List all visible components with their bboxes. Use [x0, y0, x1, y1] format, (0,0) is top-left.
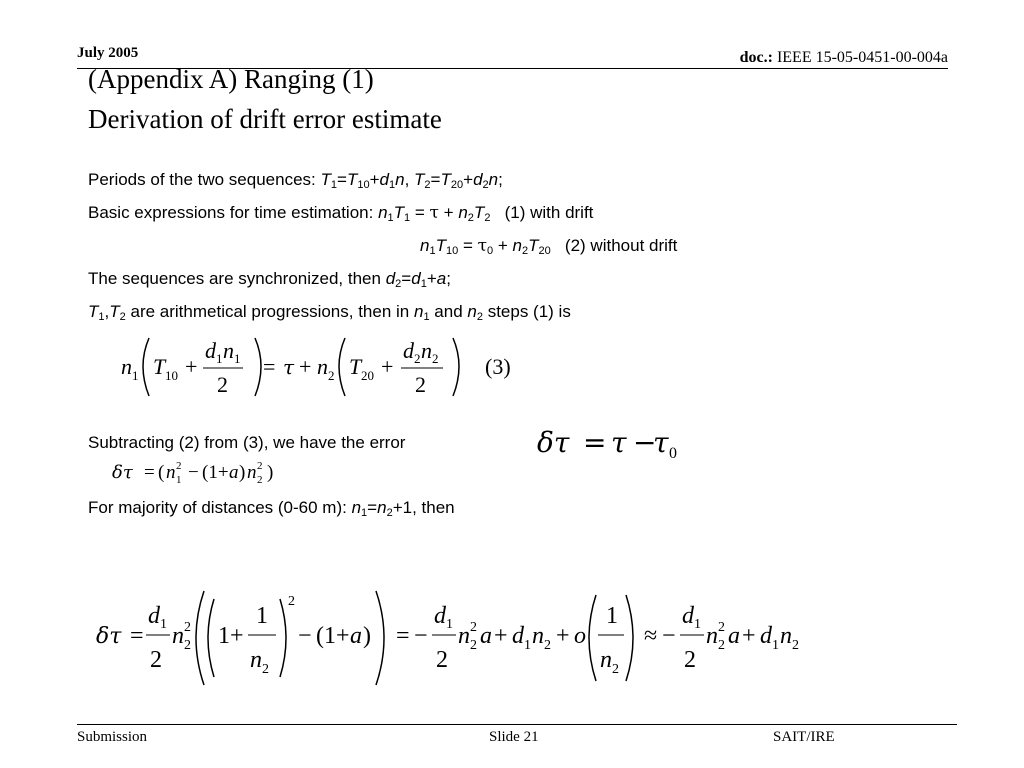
synchronized-line: The sequences are synchronized, then $d_2=d_1+a$; — [88, 269, 451, 290]
equation-3-label: (3) — [485, 354, 511, 379]
svg-text:n: n — [532, 623, 544, 649]
svg-text:=: = — [130, 623, 144, 649]
doc-id: IEEE 15-05-0451-00-004a — [776, 49, 948, 66]
svg-text:T: T — [349, 354, 362, 379]
svg-text:2: 2 — [257, 474, 263, 486]
svg-text:1: 1 — [160, 617, 167, 632]
footer-slide-number: Slide 21 — [489, 729, 539, 745]
svg-text:+: + — [185, 354, 198, 379]
final-approximation-equation — [92, 585, 812, 691]
svg-text:2: 2 — [176, 460, 182, 472]
svg-text:n: n — [600, 647, 612, 673]
subtract-line: Subtracting (2) from (3), we have the error — [88, 433, 406, 452]
footer-submission: Submission — [77, 729, 148, 745]
majority-line: For majority of distances (0-60 m): $n_1=n_2+1$, then — [88, 498, 455, 519]
svg-text:2: 2 — [288, 594, 295, 609]
arith-tail: steps (1) is — [482, 302, 571, 321]
svg-text:+: + — [494, 623, 508, 649]
svg-text:1: 1 — [772, 638, 779, 653]
doc-label: doc.: — [739, 49, 773, 66]
svg-text:): ) — [239, 462, 246, 483]
svg-text:(1+: (1+ — [316, 623, 350, 649]
with-drift-label: (1) with drift — [504, 203, 594, 222]
svg-text:2: 2 — [217, 372, 228, 397]
sync-lead: The sequences are synchronized, then — [88, 269, 386, 288]
svg-text:a: a — [229, 462, 239, 483]
svg-text:τ: τ — [283, 355, 295, 379]
svg-text:10: 10 — [165, 368, 178, 383]
svg-text:d: d — [205, 338, 216, 363]
svg-text:n: n — [247, 462, 257, 483]
svg-text:d: d — [512, 623, 524, 649]
svg-text:+: + — [556, 623, 570, 649]
svg-text:2: 2 — [684, 647, 696, 673]
svg-text:2: 2 — [436, 647, 448, 673]
svg-text:(: ( — [158, 462, 165, 483]
svg-text:δτ: δτ — [537, 426, 570, 459]
svg-text:2: 2 — [328, 368, 335, 383]
svg-text:=: = — [396, 623, 410, 649]
svg-text:n: n — [706, 623, 718, 649]
svg-text:20: 20 — [361, 368, 374, 383]
svg-text:d: d — [403, 338, 414, 363]
svg-text:1+: 1+ — [218, 623, 244, 649]
majority-lead: For majority of distances (0-60 m): — [88, 498, 352, 517]
svg-text:2: 2 — [792, 638, 799, 653]
arithmetic-line: $T_1,T_2$ are arithmetical progressions, then in $n_1$ and $n_2$ steps (1) is — [88, 302, 571, 323]
svg-text:+: + — [381, 354, 394, 379]
svg-text:2: 2 — [150, 647, 162, 673]
svg-text:n: n — [223, 338, 234, 363]
error-expression — [110, 455, 310, 489]
svg-text:1: 1 — [234, 351, 241, 366]
svg-text:2: 2 — [470, 638, 477, 653]
svg-text:δτ: δτ — [112, 462, 133, 483]
equation-3 — [115, 330, 535, 402]
svg-text:1: 1 — [524, 638, 531, 653]
svg-text:n: n — [421, 338, 432, 363]
footer-organization: SAIT/IRE — [773, 729, 835, 745]
svg-text:d: d — [760, 623, 772, 649]
svg-text:T: T — [153, 354, 166, 379]
header-doc-id — [740, 49, 948, 67]
slide-subtitle: Derivation of drift error estimate — [88, 104, 442, 134]
periods-line: Periods of the two sequences: $T_1=T_{10}+d_1n$, $T_2=T_{20}+d_2n$; — [88, 170, 503, 191]
periods-lead: Periods of the two sequences: — [88, 170, 321, 189]
svg-text:=: = — [583, 426, 607, 459]
svg-text:1: 1 — [132, 368, 139, 383]
without-drift-line: $n_1T_{10} = \tau_0 + n_2T_{20}$ (2) without drift — [420, 236, 678, 257]
svg-text:2: 2 — [415, 372, 426, 397]
svg-text:n: n — [317, 354, 328, 379]
svg-text:2: 2 — [718, 620, 725, 635]
basic-lead: Basic expressions for time estimation: — [88, 203, 379, 222]
svg-text:≈: ≈ — [644, 623, 658, 649]
svg-text:2: 2 — [432, 351, 439, 366]
svg-text:−: − — [414, 623, 428, 649]
svg-text:d: d — [434, 603, 446, 629]
header-date: July 2005 — [77, 45, 139, 61]
slide-title: (Appendix A) Ranging (1) — [88, 64, 374, 94]
svg-text:=: = — [144, 462, 155, 483]
svg-text:2: 2 — [470, 620, 477, 635]
svg-text:δτ: δτ — [96, 624, 122, 649]
svg-text:2: 2 — [184, 620, 191, 635]
svg-text:2: 2 — [544, 638, 551, 653]
svg-text:n: n — [780, 623, 792, 649]
arith-and: and — [429, 302, 468, 321]
svg-text:1: 1 — [446, 617, 453, 632]
svg-text:n: n — [250, 647, 262, 673]
error-definition-equation — [535, 422, 685, 466]
svg-text:n: n — [121, 354, 132, 379]
svg-text:1: 1 — [606, 603, 618, 629]
svg-text:d: d — [148, 603, 160, 629]
svg-text:(1+: (1+ — [202, 462, 229, 483]
svg-text:−: − — [188, 462, 199, 483]
svg-text:a: a — [480, 623, 492, 649]
majority-tail: , then — [412, 498, 455, 517]
svg-text:2: 2 — [257, 460, 263, 472]
svg-text:n: n — [172, 623, 184, 649]
svg-text:−: − — [633, 426, 657, 459]
svg-text:+: + — [742, 623, 756, 649]
svg-text:o: o — [574, 623, 586, 649]
svg-text:+: + — [299, 354, 312, 379]
footer-divider — [77, 724, 957, 725]
svg-text:n: n — [458, 623, 470, 649]
svg-text:1: 1 — [176, 474, 182, 486]
svg-text:2: 2 — [184, 638, 191, 653]
svg-text:0: 0 — [669, 445, 677, 462]
svg-text:τ: τ — [611, 426, 627, 459]
svg-text:d: d — [682, 603, 694, 629]
arith-mid: are arithmetical progressions, then in — [125, 302, 414, 321]
svg-text:2: 2 — [262, 662, 269, 677]
svg-text:−: − — [298, 623, 312, 649]
svg-text:): ) — [363, 623, 371, 649]
svg-text:1: 1 — [216, 351, 223, 366]
without-drift-label: (2) without drift — [564, 236, 678, 255]
svg-text:2: 2 — [414, 351, 421, 366]
svg-text:=: = — [263, 354, 276, 379]
svg-text:−: − — [662, 623, 676, 649]
basic-expression-line: Basic expressions for time estimation: $n_1T_1 = \tau + n_2T_2$ (1) with drift — [88, 203, 594, 224]
svg-text:τ: τ — [653, 426, 669, 459]
svg-text:2: 2 — [612, 662, 619, 677]
svg-text:): ) — [267, 462, 274, 483]
svg-text:n: n — [166, 462, 176, 483]
svg-text:1: 1 — [694, 617, 701, 632]
svg-text:a: a — [728, 623, 740, 649]
svg-text:2: 2 — [718, 638, 725, 653]
svg-text:1: 1 — [256, 603, 268, 629]
svg-text:a: a — [350, 623, 362, 649]
